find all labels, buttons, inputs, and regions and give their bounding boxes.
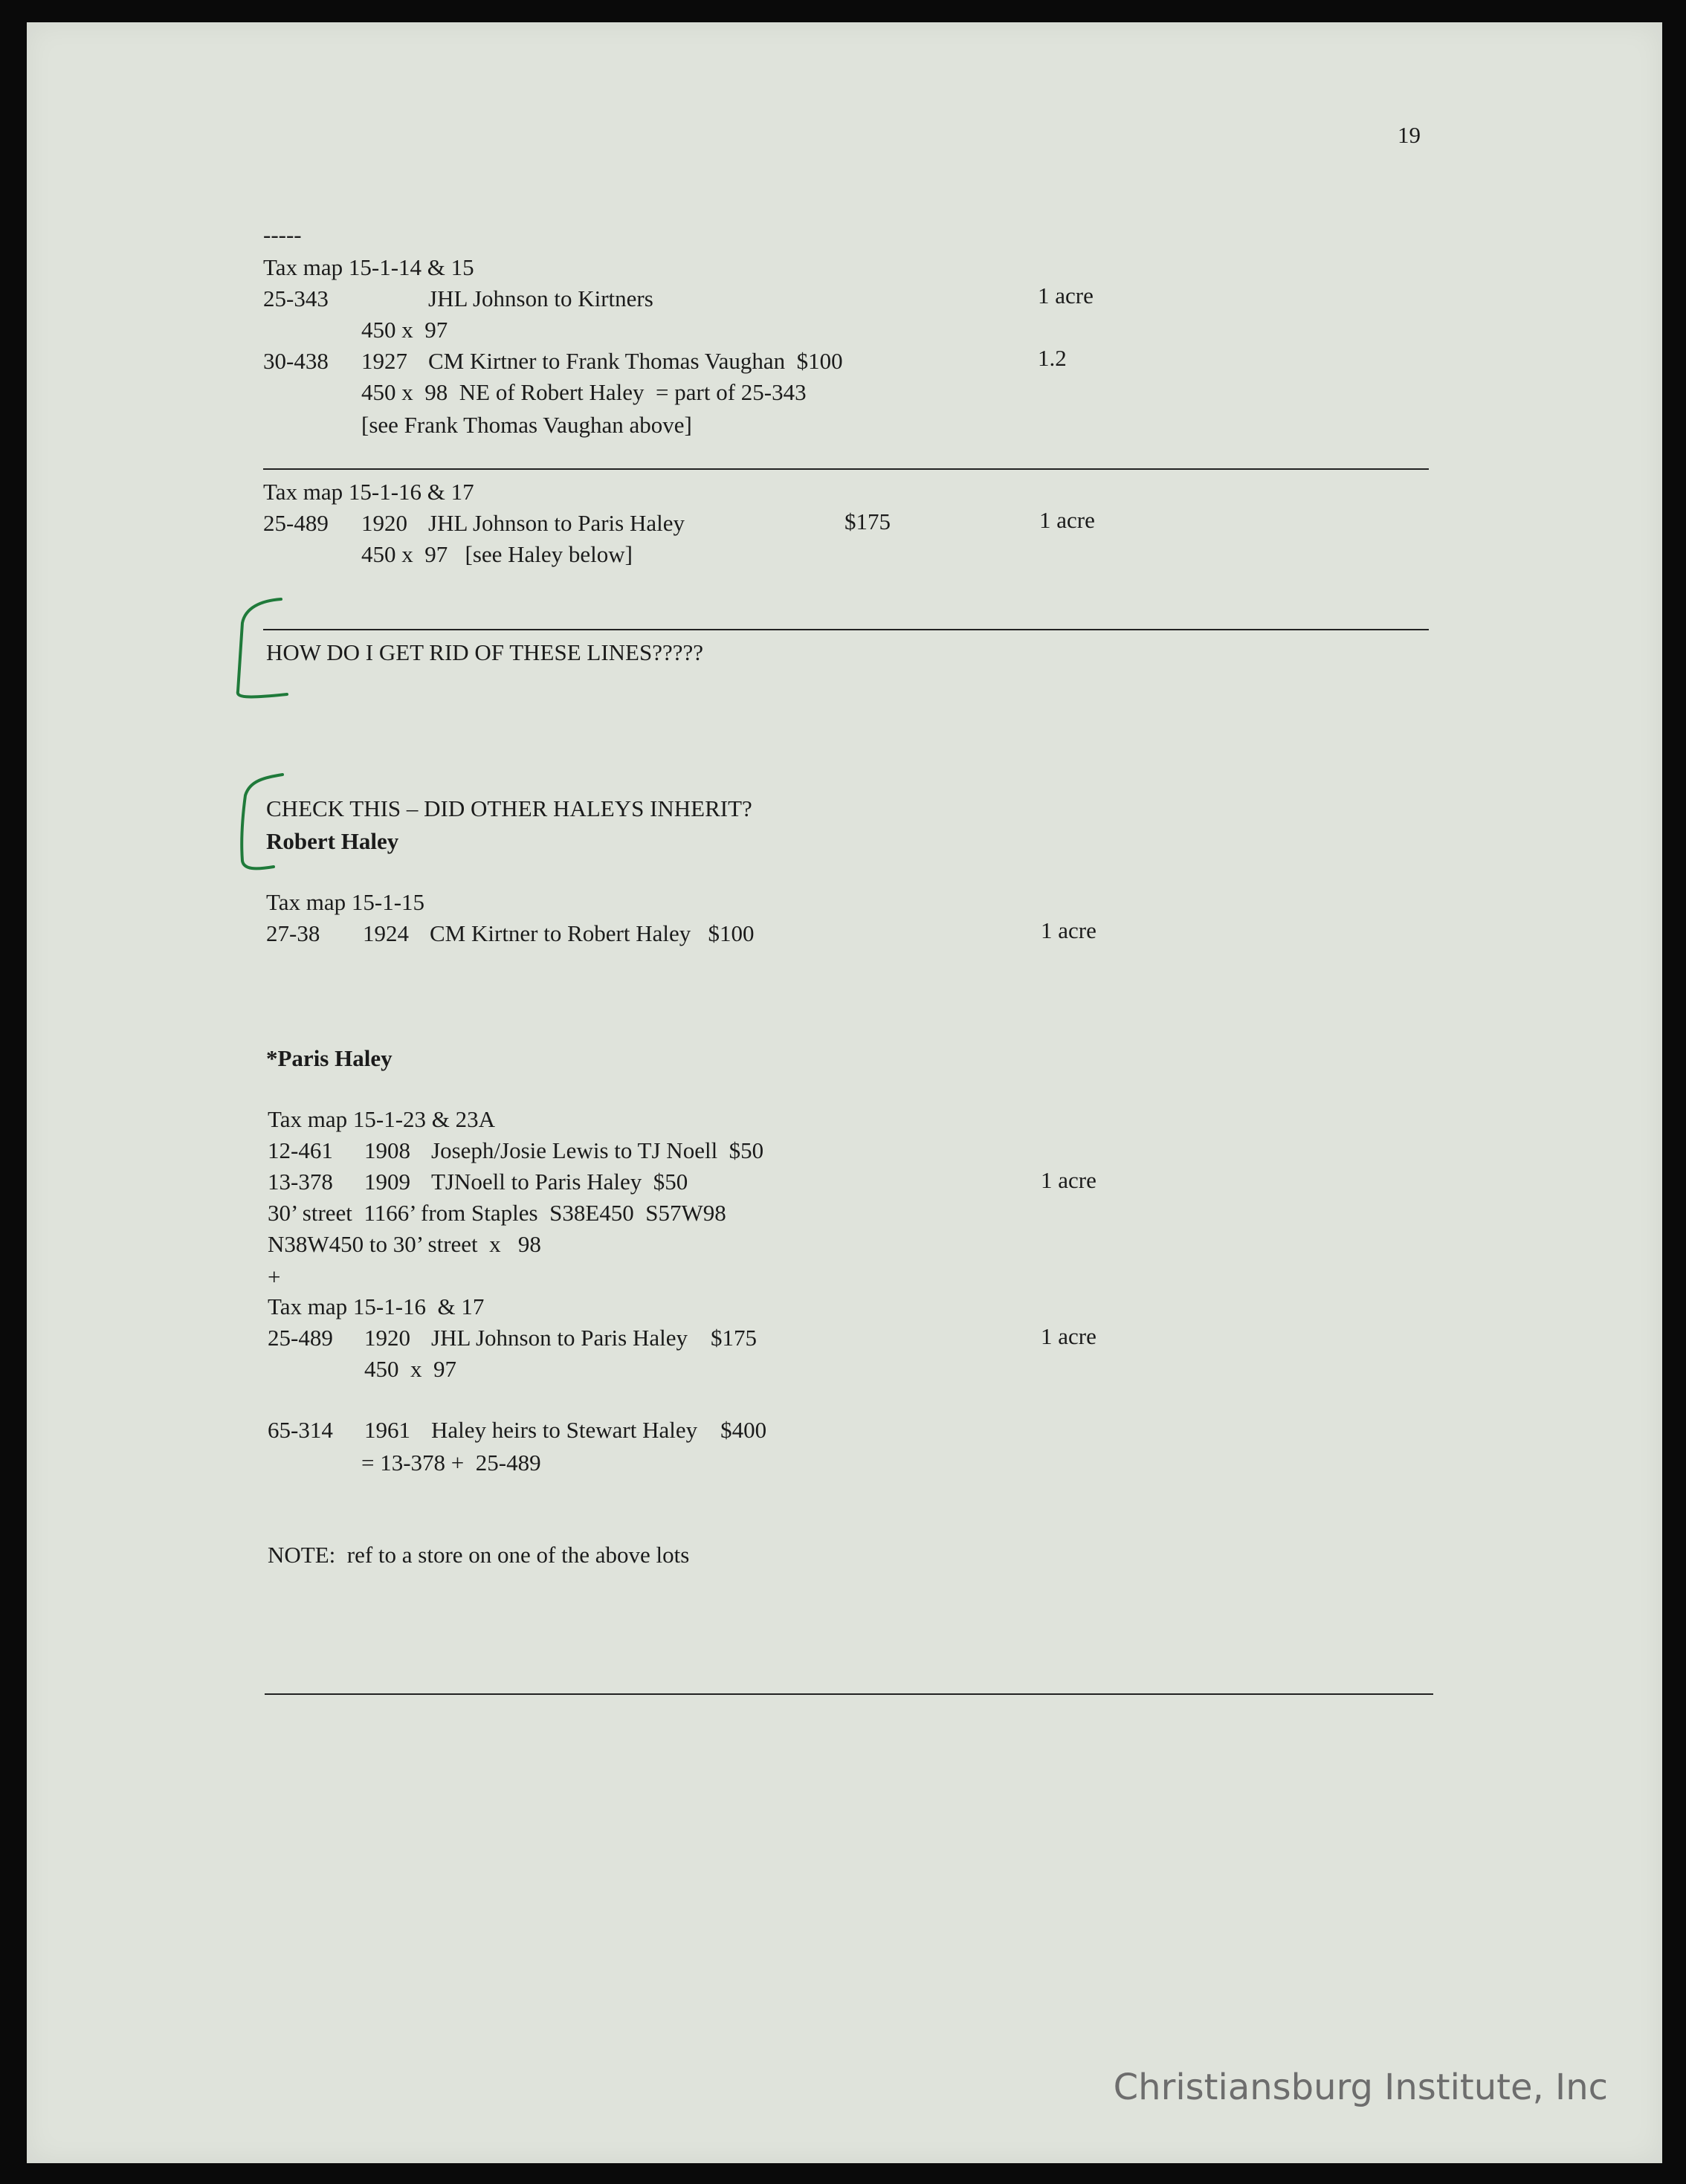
- deed-id: 27-38: [266, 920, 320, 946]
- tax-map-heading: Tax map 15-1-16 & 17: [263, 479, 474, 505]
- deed-year: 1920: [364, 1325, 410, 1351]
- lot-dimensions: 450 x 97 [see Haley below]: [361, 541, 633, 567]
- acreage: 1 acre: [1038, 282, 1094, 308]
- green-bracket-mark: [242, 775, 282, 868]
- check-note: CHECK THIS – DID OTHER HALEYS INHERIT?: [266, 795, 752, 821]
- deed-id: 25-343: [263, 285, 329, 311]
- deed-note: [see Frank Thomas Vaughan above]: [361, 412, 692, 438]
- deed-year: 1927: [361, 348, 407, 374]
- lot-dimensions: 450 x 97: [361, 317, 448, 343]
- page-number: 19: [1398, 122, 1421, 148]
- deed-year: 1908: [364, 1137, 410, 1163]
- deed-equation: = 13-378 + 25-489: [361, 1450, 541, 1476]
- section-heading-robert-haley: Robert Haley: [266, 828, 399, 854]
- deed-description: Joseph/Josie Lewis to TJ Noell $50: [431, 1137, 764, 1163]
- acreage: 1.2: [1038, 345, 1067, 371]
- question-text: HOW DO I GET RID OF THESE LINES?????: [266, 639, 704, 665]
- deed-description: JHL Johnson to Paris Haley $175: [431, 1325, 757, 1351]
- deed-price: $175: [844, 508, 891, 534]
- dashes: -----: [263, 222, 302, 248]
- deed-id: 13-378: [268, 1169, 333, 1195]
- tax-map-heading: Tax map 15-1-15: [266, 889, 425, 915]
- deed-note: 450 x 98 NE of Robert Haley = part of 25-343: [361, 379, 807, 405]
- lot-dimensions: 450 x 97: [364, 1356, 456, 1382]
- deed-description: Haley heirs to Stewart Haley $400: [431, 1417, 767, 1443]
- section-heading-paris-haley: *Paris Haley: [266, 1045, 393, 1071]
- deed-id: 30-438: [263, 348, 329, 374]
- deed-year: 1924: [363, 920, 409, 946]
- deed-id: 25-489: [263, 510, 329, 536]
- acreage: 1 acre: [1041, 1323, 1096, 1349]
- deed-description: CM Kirtner to Robert Haley $100: [430, 920, 755, 946]
- acreage: 1 acre: [1039, 507, 1095, 533]
- deed-description: TJNoell to Paris Haley $50: [431, 1169, 688, 1195]
- deed-description: CM Kirtner to Frank Thomas Vaughan $100: [428, 348, 843, 374]
- note-text: NOTE: ref to a store on one of the above lots: [268, 1542, 690, 1568]
- plus-sign: +: [268, 1264, 281, 1290]
- deed-description: JHL Johnson to Kirtners: [428, 285, 653, 311]
- lot-survey-line: 30’ street 1166’ from Staples S38E450 S57W98: [268, 1200, 726, 1226]
- deed-year: 1920: [361, 510, 407, 536]
- deed-year: 1909: [364, 1169, 410, 1195]
- deed-id: 12-461: [268, 1137, 333, 1163]
- tax-map-heading: Tax map 15-1-23 & 23A: [268, 1106, 496, 1132]
- deed-description: JHL Johnson to Paris Haley: [428, 510, 685, 536]
- tax-map-heading: Tax map 15-1-16 & 17: [268, 1293, 485, 1319]
- acreage: 1 acre: [1041, 917, 1096, 943]
- acreage: 1 acre: [1041, 1167, 1096, 1193]
- deed-id: 25-489: [268, 1325, 333, 1351]
- deed-id: 65-314: [268, 1417, 333, 1443]
- watermark-text: Christiansburg Institute, Inc: [1113, 2067, 1608, 2108]
- deed-year: 1961: [364, 1417, 410, 1443]
- green-bracket-mark: [238, 599, 287, 697]
- tax-map-heading: Tax map 15-1-14 & 15: [263, 254, 474, 280]
- lot-survey-line: N38W450 to 30’ street x 98: [268, 1231, 541, 1257]
